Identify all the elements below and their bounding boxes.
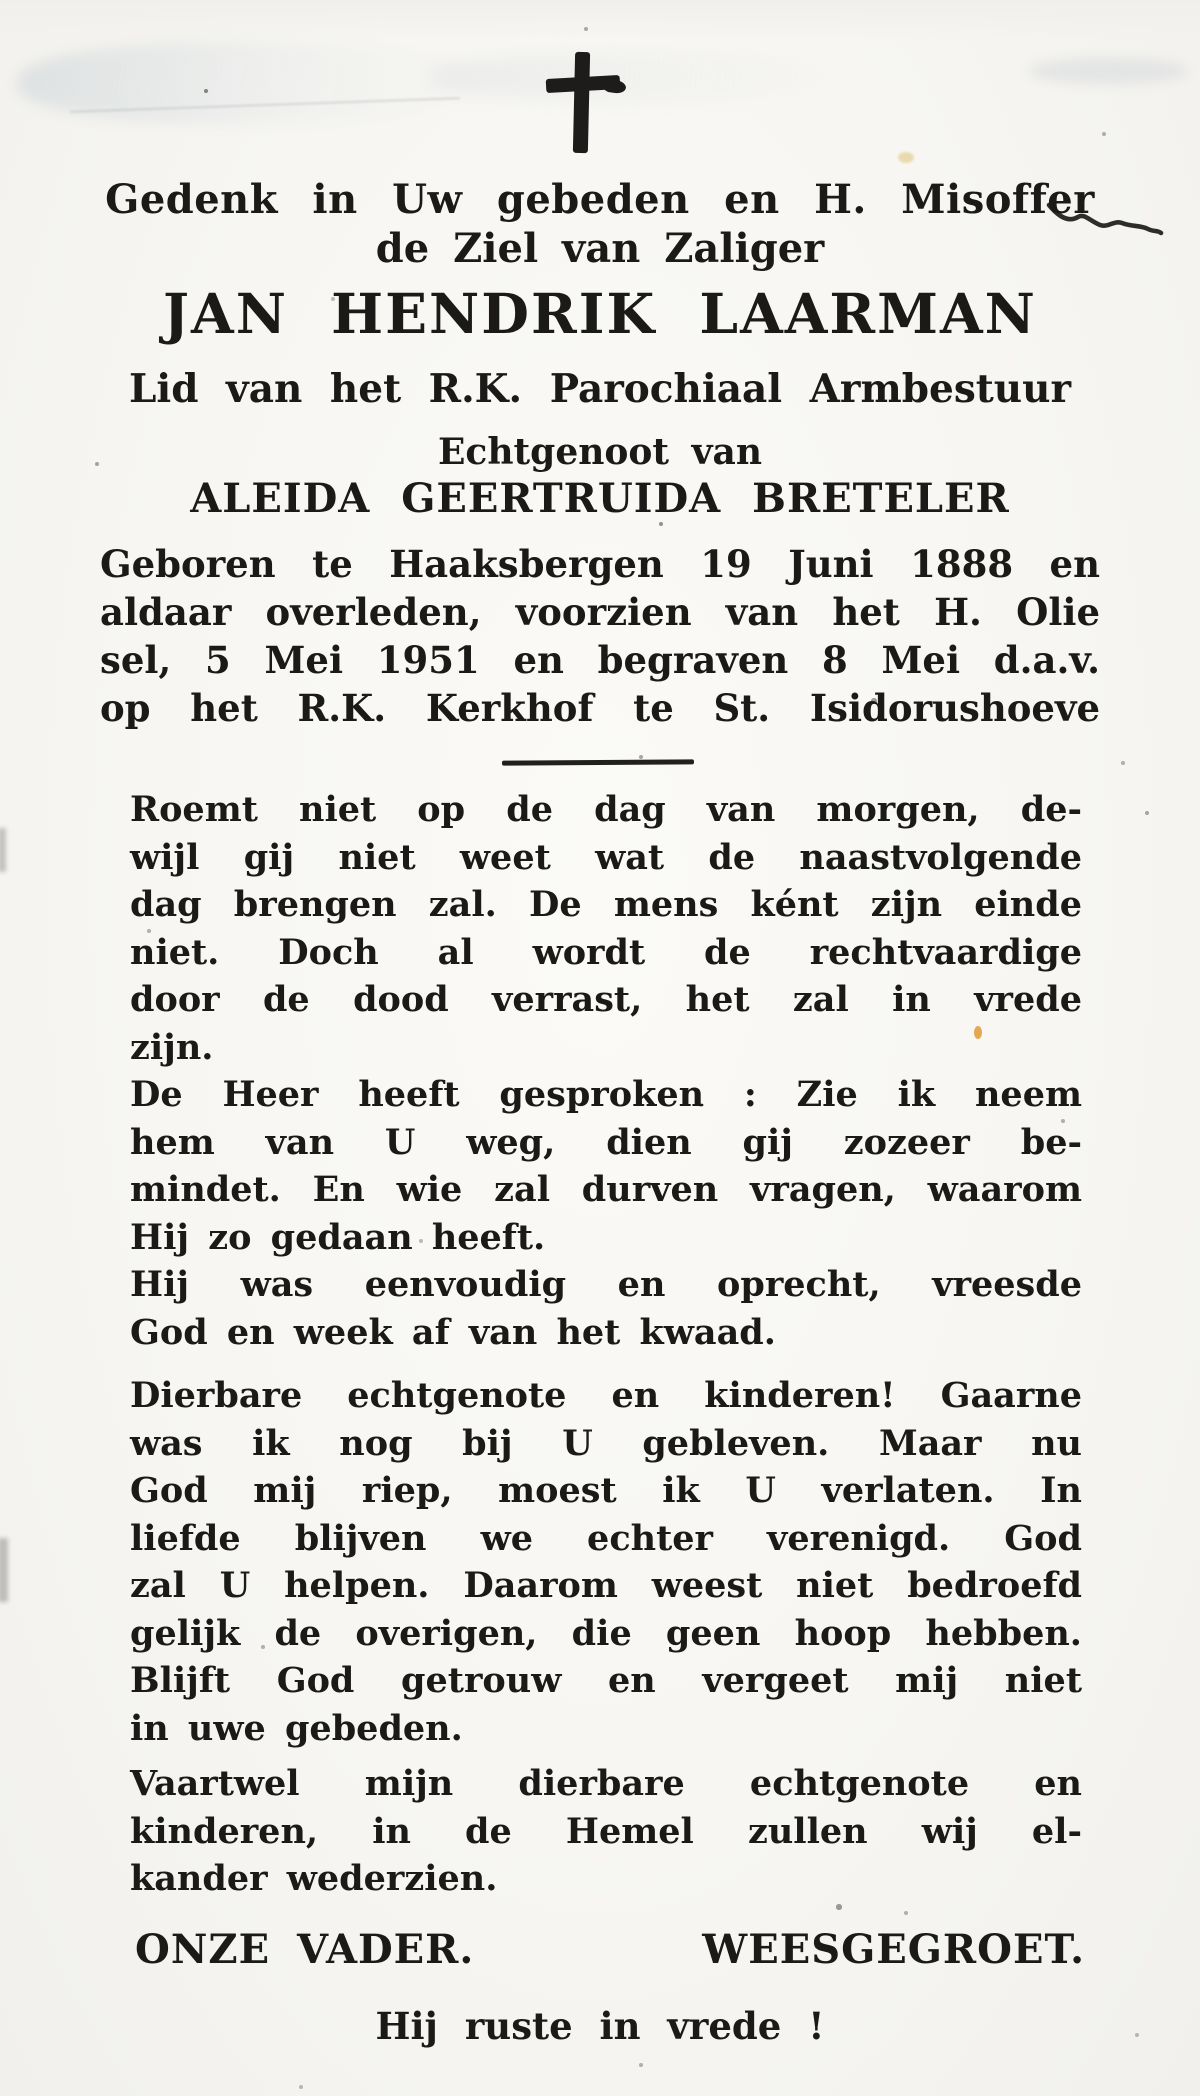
scan-streak-top-right [1028,58,1188,84]
farewell-block-2 [130,1760,1082,1903]
verse-line: De Heer heeft gesproken : Zie ik neem [130,1074,1082,1115]
membership-line: Lid van het R.K. Parochiaal Armbestuur [128,366,1072,412]
farewell-line: kander wederzien. [130,1858,498,1899]
farewell-line: was ik nog bij U gebleven. Maar nu [130,1422,1082,1464]
cross-vertical-bar [573,52,590,153]
farewell-line: Blijft God getrouw en vergeet mij niet [130,1660,1082,1701]
farewell-block-1 [130,1372,1082,1752]
life-dates-line: aldaar overleden, voorzien van het H. Olie [100,590,1100,634]
farewell-line: God mij riep, moest ik U verlaten. In [130,1470,1082,1511]
prayer-our-father: ONZE VADER. [135,1926,475,1973]
prayers-row [135,1926,1085,1973]
prayer-hail-mary: WEESGEGROET. [702,1926,1085,1973]
intro-line-2: de Ziel van Zaliger [375,225,825,272]
verse-line: God en week af van het kwaad. [130,1311,776,1353]
scan-smudge-top-center [430,52,850,102]
farewell-line: zal U helpen. Daarom weest niet bedroefd [130,1565,1082,1606]
farewell-line: gelijk de overigen, die geen hoop hebben. [130,1612,1082,1654]
intro-line-1: Gedenk in Uw gebeden en H. Misoffer [105,176,1095,223]
farewell-line: in uwe gebeden. [130,1707,463,1749]
verse-line: wijl gij niet weet wat de naastvolgende [130,836,1082,878]
verse-line: zijn. [130,1026,214,1068]
verse-line: Hij was eenvoudig en oprecht, vreesde [130,1264,1082,1305]
closing-line: Hij ruste in vrede ! [375,2004,825,2048]
scan-edge-smudge [0,828,6,872]
life-dates-block [100,540,1100,732]
spouse-name: ALEIDA GEERTRUIDA BRETELER [190,475,1010,522]
verse-line: hem van U weg, dien gij zozeer be- [130,1121,1082,1163]
verse-line: door de dood verrast, het zal in vrede [130,979,1082,1020]
life-dates-line: Geboren te Haaksbergen 19 Juni 1888 en [100,542,1100,586]
life-dates-line: op het R.K. Kerkhof te St. Isidorushoeve [100,686,1100,730]
cross-icon [546,52,632,156]
verse-line: dag brengen zal. De mens ként zijn einde [130,884,1082,925]
life-dates-line: sel, 5 Mei 1951 en begraven 8 Mei d.a.v. [100,638,1100,682]
spouse-label: Echtgenoot van [437,431,762,473]
farewell-line: Vaartwel mijn dierbare echtgenote en [130,1763,1082,1804]
dust-specks [0,0,2,2]
cross-arm-blot [603,79,627,95]
farewell-line: kinderen, in de Hemel zullen wij el- [130,1810,1082,1852]
verse-line: Roemt niet op de dag van morgen, de- [130,789,1082,830]
farewell-line: liefde blijven we echter verenigd. God [130,1517,1082,1559]
verse-line: mindet. En wie zal durven vragen, waarom [130,1169,1082,1210]
verse-line: Hij zo gedaan heeft. [130,1216,546,1258]
verse-block [130,786,1082,1356]
section-divider-rule [502,759,694,765]
scan-edge-smudge [0,1538,8,1602]
farewell-line: Dierbare echtgenote en kinderen! Gaarne [130,1375,1082,1416]
deceased-name: JAN HENDRIK LAARMAN [163,281,1037,346]
verse-line: niet. Doch al wordt de rechtvaardige [130,931,1082,973]
paper-stain-yellow [898,152,914,163]
